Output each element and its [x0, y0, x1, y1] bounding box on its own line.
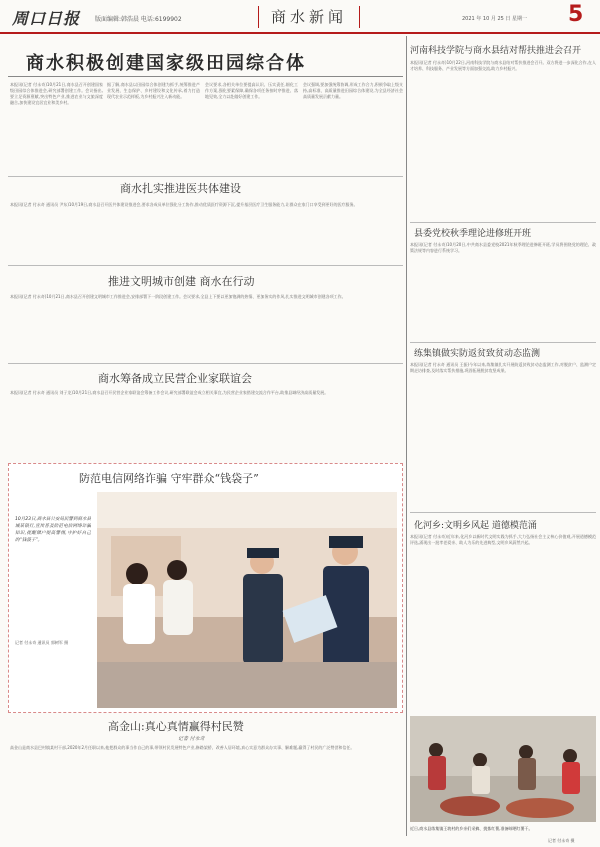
antifraud-box [8, 463, 403, 713]
right-headline-4: 化河乡:文明乡风起 道德模范涌 [414, 521, 537, 531]
editor-line: 版面编辑:韩浩晨 电话:6199902 [95, 16, 182, 23]
masthead [0, 0, 600, 44]
date: 2021 年 10 月 25 日 星期一 [462, 16, 527, 22]
right-body-1: 本报讯(记者 付永奇)10月22日,河南科技学院与商水县结对帮扶推进会召开。双方将进一步深化合作,在人才培养、科技服务、产业发展等方面加强交流,助力乡村振兴。 [410, 60, 596, 71]
article-byline-gao: 记者 付永奇 [178, 736, 205, 742]
red-sweet-potato-photo [410, 716, 596, 822]
article-body-medical: 本报讯(记者 付永奇 通讯员 尹东)10月19日,商水县召开医共体建设推进会,要求各成员单位强化分工协作,推动优质医疗资源下沉,提升基层医疗卫生服务能力,让群众在家门口享受到更好的医疗服务。 [10, 202, 358, 207]
page-number: 5 [568, 2, 584, 27]
divider [8, 76, 403, 77]
article-body-entrepreneurs: 本报讯(记者 付永奇 通讯员 刘子龙)10月21日,商水县召开民营企业家联谊会筹备工作会议,研究部署联谊会成立相关事宜,为民营企业家搭建交流合作平台,助推县域经济高质量发展。 [10, 390, 329, 395]
photo-scene [410, 716, 596, 822]
right-headline-2: 县委党校秋季理论进修班开班 [414, 229, 532, 239]
divider [410, 222, 596, 223]
logo: 周口日报 [12, 9, 81, 28]
antifraud-byline: 记者 付永奇 通讯员 郭树军 摄 [15, 640, 69, 645]
antifraud-headline: 防范电信网络诈骗 守牢群众“钱袋子” [79, 472, 259, 485]
section-title: 商水新闻 [258, 6, 360, 28]
right-headline-3: 练集镇做实防返贫致贫动态监测 [414, 349, 541, 359]
article-headline-entrepreneurs: 商水筹备成立民营企业家联谊会 [98, 372, 252, 385]
right-headline-1: 河南科技学院与商水县结对帮扶推进会召开 [410, 46, 582, 56]
divider [8, 363, 403, 364]
lead-body-col-3: 会议要求,各相关单位要提高认识、压实责任,细化工作方案,强化要素保障,确保各项任务按时序推进、落地见效,全力以赴做好创建工作。 [205, 82, 298, 99]
article-headline-civilization: 推进文明城市创建 商水在行动 [108, 275, 255, 288]
article-headline-medical: 商水扎实推进医共体建设 [120, 182, 241, 195]
bottom-byline: 记者 付永奇 摄 [548, 838, 575, 843]
column-separator [406, 36, 407, 836]
divider [410, 342, 596, 343]
divider [8, 176, 403, 177]
lead-body-col-2: 据了解,商水县以田园综合体创建为抓手,统筹推进产业发展、生态保护、乡村建设和文化传承,着力打造现代农业示范样板,为乡村振兴注入新动能。 [107, 82, 200, 99]
antifraud-photo [97, 492, 397, 708]
lead-body-col-1: 本报讯(记者 付永奇)10月21日,商水县召开创建国家级田园综合体推进会,研究部署创建工作。会议指出,要立足资源禀赋,突出特色产业,推进农业与文旅深度融合,加快建设宜居宜业和美乡村。 [10, 82, 103, 105]
article-headline-gao: 高金山:真心真情赢得村民赞 [108, 720, 244, 733]
article-body-civilization: 本报讯(记者 付永奇)10月21日,商水县召开创建文明城市工作推进会,安排部署下一阶段创建工作。会议要求,全县上下要以更加饱满的热情、更加务实的作风,扎实推进文明城市创建各项工作。 [10, 294, 346, 299]
divider [410, 512, 596, 513]
divider [8, 265, 403, 266]
masthead-rule [0, 32, 600, 34]
lead-headline: 商水积极创建国家级田园综合体 [26, 53, 306, 74]
right-body-2: 本报讯(记者 付永奇)10月20日,中共商水县委党校2021年秋季理论进修班开班,学员将围绕党的理论、政策法规等内容进行系统学习。 [410, 242, 596, 253]
bottom-caption: 近日,商水县练集镇王坡村的乡亲们采摘、挑拣红薯,准备晾晒红薯干。 [410, 826, 533, 831]
lead-body-col-4: 会议强调,要加强统筹协调,形成工作合力,积极争取上级支持,高标准、高质量推进田园综合体建设,为全县经济社会高质量发展贡献力量。 [303, 82, 403, 99]
article-body-gao: 高金山是商水县巴村镇某村干部,2020年2月任职以来,他把群众的事当作自己的事,带领村民发展特色产业,修路架桥、改善人居环境,真心实意为群众办实事、解难题,赢得了村民的广泛赞誉和信任。 [10, 745, 355, 750]
right-body-4: 本报讯(记者 付永奇)近年来,化河乡以新时代文明实践为抓手,大力弘扬社会主义核心价值观,开展道德模范评选,涌现出一批孝老爱亲、助人为乐的先进典型,文明乡风蔚然兴起。 [410, 534, 596, 545]
right-body-3: 本报讯(记者 付永奇 通讯员 王振)今年以来,练集镇扎实开展防返贫致贫动态监测工作,对脱贫户、监测户定期走访排查,及时落实帮扶措施,巩固拓展脱贫攻坚成果。 [410, 362, 596, 373]
antifraud-caption: 10月23日,商水县公安局民警到商水县城某银行,宣传普及防范电信网络诈骗知识,提醒储户提高警惕,守护好自己的“钱袋子”。 [15, 517, 91, 543]
photo-scene [97, 492, 397, 708]
